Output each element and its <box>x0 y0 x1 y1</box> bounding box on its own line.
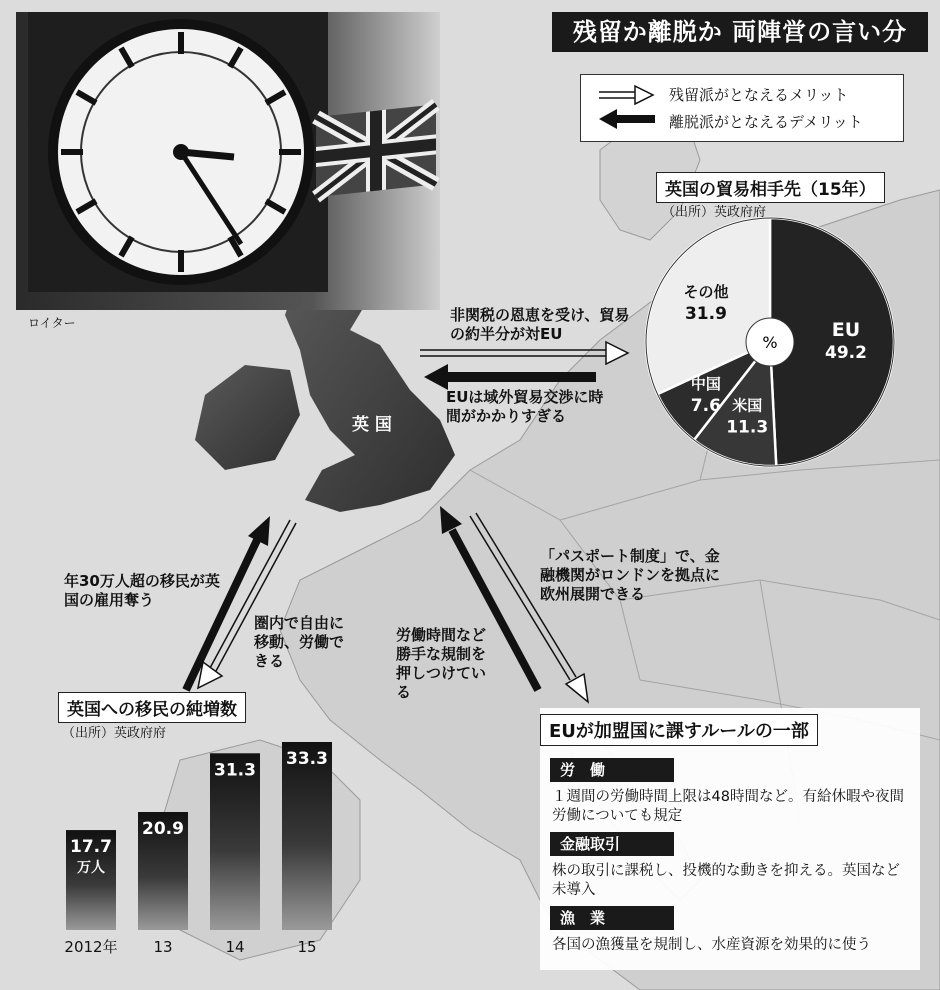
trade-remain-arrow <box>420 342 628 364</box>
legend-remain-label: 残留派がとなえるメリット <box>669 86 849 104</box>
bar-value-label-1: 20.9 <box>142 819 184 840</box>
immigration-bar-chart <box>40 730 360 970</box>
uk-label: 英 国 <box>352 415 392 435</box>
pie-label-2: 中国 <box>690 375 721 394</box>
bar-3 <box>282 742 332 930</box>
bar-category-label-1: 13 <box>153 938 173 956</box>
trade-partner-pie-chart <box>640 212 900 472</box>
regulation-leave-text: 労働時間など勝手な規制を押しつけている <box>396 626 487 701</box>
rule-head-finance: 金融取引 <box>550 832 674 856</box>
bar-value-label-3: 33.3 <box>286 749 328 769</box>
trade-leave-arrow <box>424 364 596 390</box>
pie-value-2: 7.6 <box>690 396 721 417</box>
pie-chart-source: （出所）英政府府 <box>662 205 767 220</box>
legend-leave-label: 離脱派がとなえるデメリット <box>669 113 863 131</box>
eu-rules-panel <box>540 708 920 970</box>
bar-value-label-2: 31.3 <box>214 760 256 781</box>
trade-leave-text: EUは域外貿易交渉に時間がかかりすぎる <box>446 388 604 425</box>
bar-unit-label: 万人 <box>77 860 105 877</box>
bar-value-label-0: 17.7 <box>70 837 112 858</box>
bar-chart-source: （出所）英政府府 <box>62 726 167 741</box>
rule-body-fishery: 各国の漁獲量を規制し、水産資源を効果的に使う <box>552 937 871 953</box>
page-title: 残留か離脱か 両陣営の言い分 <box>552 12 928 52</box>
pie-center-label: % <box>762 333 778 352</box>
bar-category-label-3: 15 <box>297 938 317 956</box>
pie-label-3: その他 <box>683 283 729 302</box>
bar-category-label-0: 2012年 <box>64 938 118 956</box>
rule-body-labor: １週間の労働時間上限は48時間など。有給休暇や夜間労働についても規定 <box>552 789 904 824</box>
pie-value-3: 31.9 <box>684 304 727 325</box>
eu-rules-title: EUが加盟国に課すルールの一部 <box>540 714 818 746</box>
pie-value-0: 49.2 <box>824 343 867 364</box>
migration-remain-text: 圏内で自由に移動、労働できる <box>254 614 345 670</box>
pie-value-1: 11.3 <box>726 417 769 438</box>
migration-leave-text: 年30万人超の移民が英国の雇用奪う <box>64 572 220 609</box>
rule-head-fishery: 漁 業 <box>550 906 674 930</box>
photo-credit: ロイター <box>28 316 76 330</box>
bar-category-label-2: 14 <box>225 938 245 956</box>
rule-body-finance: 株の取引に課税し、投機的な動きを抑える。英国など未導入 <box>552 863 900 898</box>
pie-chart-title: 英国の貿易相手先（15年） <box>656 172 885 203</box>
trade-remain-text: 非関税の恩恵を受け、貿易の約半分が対EU <box>450 306 630 343</box>
pie-label-0: EU <box>831 319 861 342</box>
pie-label-1: 米国 <box>732 396 763 415</box>
bar-chart-title: 英国への移民の純増数 <box>58 692 246 723</box>
rule-head-labor: 労 働 <box>550 758 674 782</box>
passport-remain-text: 「パスポート制度」で、金融機関がロンドンを拠点に欧州展開できる <box>540 547 721 603</box>
